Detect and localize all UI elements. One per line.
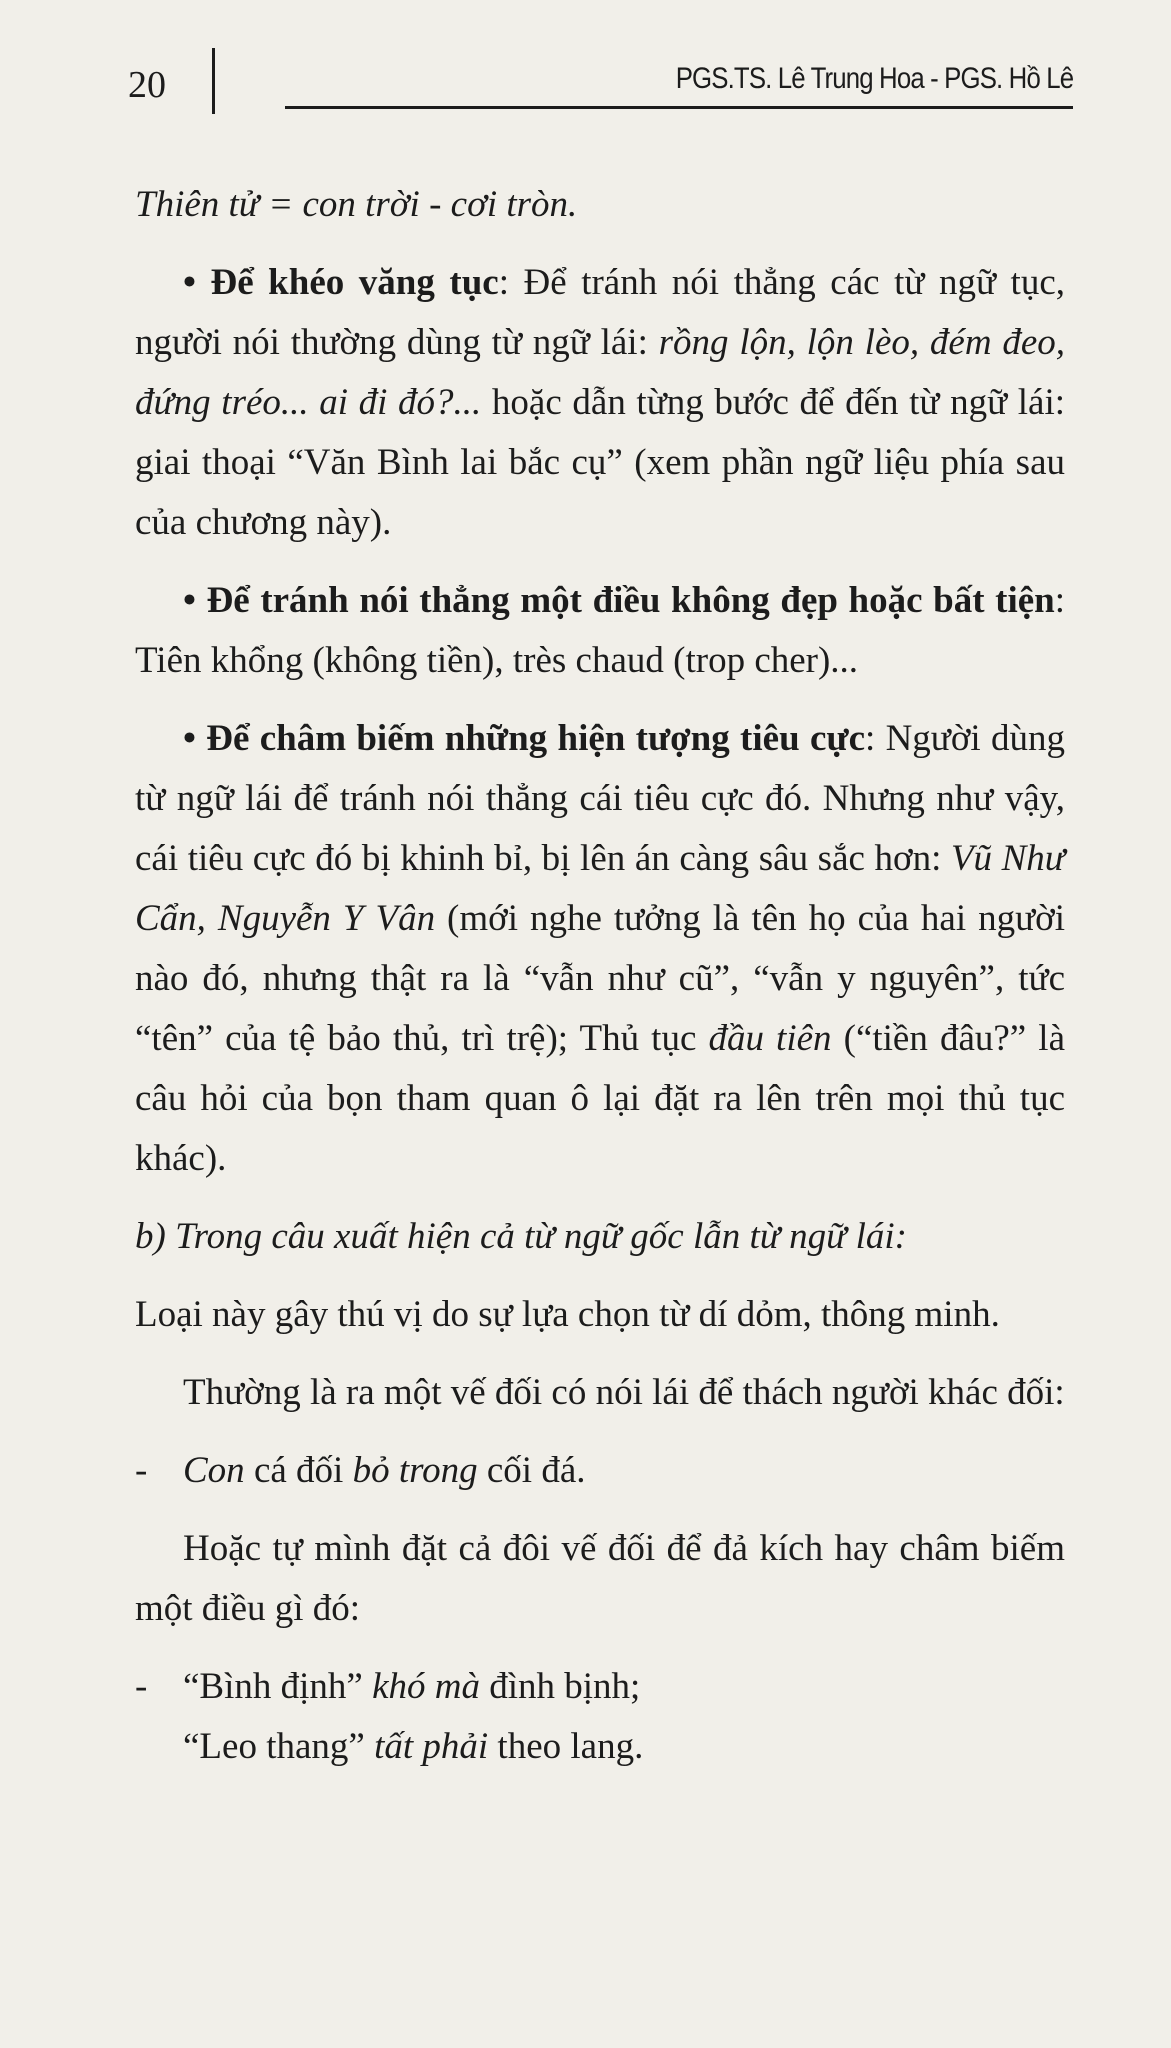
bullet-heading: Để tránh nói thẳng một điều không đẹp hoặc bất tiện [206,580,1055,621]
section-heading-b [135,1207,1065,1267]
example-ca-doi [135,1441,1065,1501]
dash-marker: - [135,1666,148,1707]
running-head: PGS.TS. Lê Trung Hoa - PGS. Hồ Lê [675,62,1073,95]
bullet-text: : Tiên khổng (không tiền), très chaud (trop cher)... [135,580,1066,681]
example-part: đình bịnh; [480,1666,641,1707]
example-part: “Leo thang” [183,1726,375,1767]
bullet-text: (mới nghe tưởng là tên họ của hai người nào đó, nhưng thật ra là “vẫn như cũ”, “vẫn y nguyên”, tức “tên” của tệ bảo thủ, trì trệ); Thủ tục [135,898,1065,1059]
header-rule [285,106,1073,109]
example-part: cá đối [244,1450,353,1491]
bullet-marker: • [183,580,196,621]
bullet-heading: Để khéo văng tục [210,262,499,303]
example-part: Con [183,1450,245,1491]
page-header [0,0,1171,130]
line-thien-tu [135,175,1065,235]
bullet-text: : Người dùng từ ngữ lái để tránh nói thẳng cái tiêu cực đó. Nhưng như vậy, cái tiêu cực đó bị khinh bỉ, bị lên án càng sâu sắc hơn: [135,718,1066,879]
bullet-van-tuc [135,253,1065,553]
header-divider [212,48,215,114]
page-body [135,175,1065,1777]
example-part: cối đá. [477,1450,586,1491]
bullet-text: hoặc dẫn từng bước để đến từ ngữ lái: giai thoại “Văn Bình lai bắc cụ” (xem phần ngữ liệu phía sau của chương này). [135,382,1065,543]
bullet-marker: • [183,262,196,303]
bullet-marker: • [183,718,196,759]
para-thuong-la: Thường là ra một vế đối có nói lái để thách người khác đối: [183,1372,1065,1413]
example-part: tất phải [374,1726,489,1767]
bullet-cham-biem [135,709,1065,1189]
page-number: 20 [128,64,166,106]
para-hoac: Hoặc tự mình đặt cả đôi vế đối để đả kích hay châm biếm một điều gì đó: [135,1528,1065,1629]
example-part: bỏ trong [352,1450,478,1491]
para-loai-nay: Loại này gây thú vị do sự lựa chọn từ dí dỏm, thông minh. [135,1294,1000,1335]
example-part: “Bình định” [183,1666,373,1707]
bullet-text: : Để tránh nói thẳng các từ ngữ tục, người nói thường dùng từ ngữ lái: [135,262,1065,363]
bullet-bat-tien [135,571,1065,691]
bullet-examples: rồng lộn, lộn lèo, đém đeo, đứng tréo... ai đi đó?... [135,322,1065,423]
example-part: khó mà [372,1666,480,1707]
example-binh-dinh [135,1657,1065,1717]
example-leo-thang [135,1717,1065,1777]
thien-tu-text: Thiên tử = con trời - cơi tròn. [135,184,578,225]
bullet-heading: Để châm biếm những hiện tượng tiêu cực [206,718,865,759]
bullet-dau-tien: đầu tiên [708,1018,832,1059]
bullet-names: Vũ Như Cẩn, Nguyễn Y Vân [135,838,1065,939]
section-b-text: b) Trong câu xuất hiện cả từ ngữ gốc lẫn từ ngữ lái: [135,1216,907,1257]
bullet-text: (“tiền đâu?” là câu hỏi của bọn tham quan ô lại đặt ra lên trên mọi thủ tục khác). [135,1018,1066,1179]
example-part: theo lang. [488,1726,644,1767]
dash-marker: - [135,1450,148,1491]
